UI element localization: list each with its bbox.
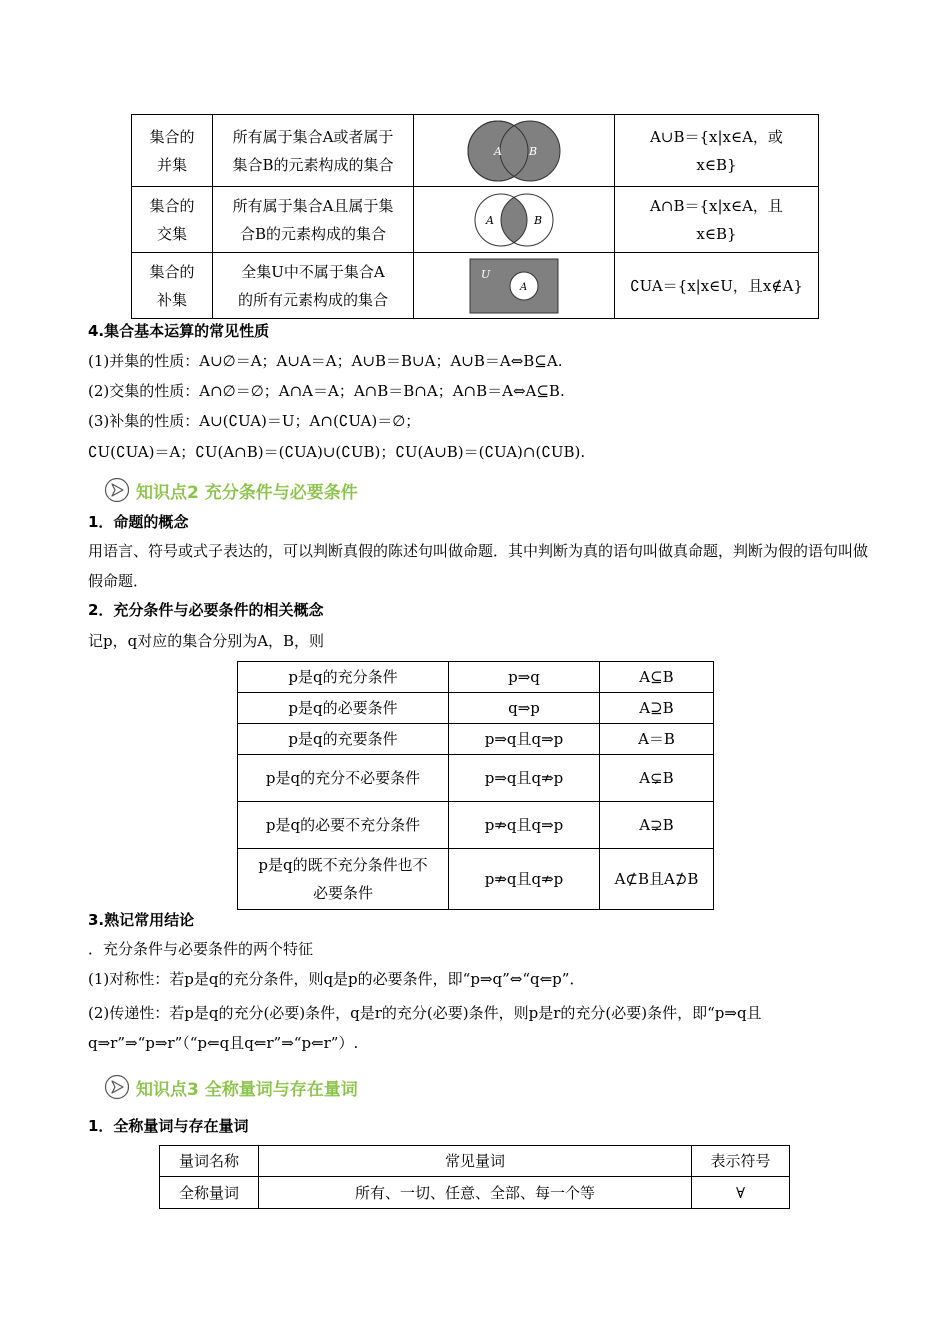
set-op-name: 集合的 补集 (132, 253, 213, 319)
kp2-s1-title: 1．命题的概念 (88, 513, 189, 531)
cond-desc: p是q的既不充分条件也不 必要条件 (238, 849, 449, 910)
venn-label-a: A (494, 144, 502, 158)
cond-desc: p是q的必要不充分条件 (238, 802, 449, 849)
symmetry-property: (1)对称性：若p是q的充分条件，则q是p的必要条件，即“p⇒q”⇔“q⇐p”． (88, 970, 585, 988)
intersection-diagram-cell (414, 187, 615, 253)
cond-implication: q⇒p (449, 693, 600, 724)
cond-desc: p是q的必要条件 (238, 693, 449, 724)
cond-set-relation: A⊊B (600, 755, 714, 802)
table-row (160, 1177, 790, 1209)
venn-label-b: B (529, 144, 538, 158)
table-row (238, 693, 714, 724)
table-header: 量词名称 (160, 1146, 259, 1177)
cond-set-relation: A⊄B且A⊅B (600, 849, 714, 910)
set-op-name: 集合的 并集 (132, 115, 213, 187)
table-header: 表示符号 (692, 1146, 790, 1177)
section3-subtitle: ．充分条件与必要条件的两个特征 (88, 940, 314, 958)
cond-desc: p是q的充分条件 (238, 662, 449, 693)
venn-label-b: B (534, 213, 543, 227)
kp3-s1-title: 1．全称量词与存在量词 (88, 1117, 249, 1135)
section4-title: 4.集合基本运算的常见性质 (88, 322, 270, 340)
section3-title: 3.熟记常用结论 (88, 911, 195, 929)
table-row (238, 724, 714, 755)
cond-set-relation: A＝B (600, 724, 714, 755)
set-op-desc: 所有属于集合A或者属于 集合B的元素构成的集合 (213, 115, 414, 187)
cond-implication: p⇒q (449, 662, 600, 693)
complement-properties-cont: ∁U(∁UA)＝A；∁U(A∩B)＝(∁UA)∪(∁UB)；∁U(A∪B)＝(∁UA)∩(∁UB). (88, 443, 586, 461)
table-row (132, 115, 819, 187)
union-diagram-cell (414, 115, 615, 187)
kp3-title: 知识点3 全称量词与存在量词 (136, 1079, 358, 1100)
venn-label-a: A (520, 281, 528, 293)
complement-properties: (3)补集的性质：A∪(∁UA)＝U；A∩(∁UA)＝∅； (88, 412, 421, 430)
set-op-desc: 所有属于集合A且属于集 合B的元素构成的集合 (213, 187, 414, 253)
quantifier-name: 全称量词 (160, 1177, 259, 1209)
kp2-heading (104, 476, 358, 504)
cond-implication: p⇒q且q⇒p (449, 724, 600, 755)
arrow-circle-icon (104, 1074, 130, 1100)
venn-label-u: U (481, 267, 491, 281)
kp3-heading (104, 1073, 358, 1101)
table-row (160, 1146, 790, 1177)
table-row (238, 755, 714, 802)
kp2-s2-title: 2．充分条件与必要条件的相关概念 (88, 601, 324, 619)
cond-implication: p⇏q且q⇏p (449, 849, 600, 910)
table-row (132, 187, 819, 253)
table-row (238, 849, 714, 910)
arrow-circle-icon (104, 477, 130, 503)
union-properties: (1)并集的性质：A∪∅＝A；A∪A＝A；A∪B＝B∪A；A∪B＝A⇔B⊆A. (88, 352, 563, 370)
venn-label-a: A (486, 213, 494, 227)
intersection-venn-diagram (469, 191, 559, 249)
cond-set-relation: A⊆B (600, 662, 714, 693)
set-op-formula: A∩B＝{x|x∈A，且 x∈B} (615, 187, 819, 253)
set-op-name: 集合的 交集 (132, 187, 213, 253)
conditions-table (237, 661, 714, 910)
cond-desc: p是q的充分不必要条件 (238, 755, 449, 802)
transitivity-property: (2)传递性：若p是q的充分(必要)条件，q是r的充分(必要)条件，则p是r的充分(必要)条件，即“p⇒q且q⇒r”⇒“p⇒r”（“p⇐q且q⇐r”⇒“p⇐r”）. (88, 1004, 762, 1052)
intersection-properties: (2)交集的性质：A∩∅＝∅；A∩A＝A；A∩B＝B∩A；A∩B＝A⇔A⊆B. (88, 382, 565, 400)
complement-venn-diagram (469, 258, 559, 314)
table-row (238, 662, 714, 693)
set-operations-table (131, 114, 819, 319)
complement-diagram-cell (414, 253, 615, 319)
kp2-s2-intro: 记p，q对应的集合分别为A，B，则 (88, 632, 325, 650)
cond-desc: p是q的充要条件 (238, 724, 449, 755)
kp2-s1-text: 用语言、符号或式子表达的，可以判断真假的陈述句叫做命题．其中判断为真的语句叫做真命题，判断为假的语句叫做假命题． (88, 542, 869, 590)
cond-implication: p⇒q且q⇏p (449, 755, 600, 802)
union-venn-diagram (462, 118, 566, 184)
set-op-desc: 全集U中不属于集合A 的所有元素构成的集合 (213, 253, 414, 319)
set-op-formula: ∁UA＝{x|x∈U，且x∉A} (615, 253, 819, 319)
cond-implication: p⇏q且q⇒p (449, 802, 600, 849)
kp2-title: 知识点2 充分条件与必要条件 (136, 482, 358, 503)
set-op-formula: A∪B＝{x|x∈A，或 x∈B} (615, 115, 819, 187)
cond-set-relation: A⊇B (600, 693, 714, 724)
table-header: 常见量词 (259, 1146, 692, 1177)
table-row (132, 253, 819, 319)
quantifier-table (159, 1145, 790, 1209)
table-row (238, 802, 714, 849)
quantifier-words: 所有、一切、任意、全部、每一个等 (259, 1177, 692, 1209)
cond-set-relation: A⊋B (600, 802, 714, 849)
quantifier-symbol: ∀ (692, 1177, 790, 1209)
